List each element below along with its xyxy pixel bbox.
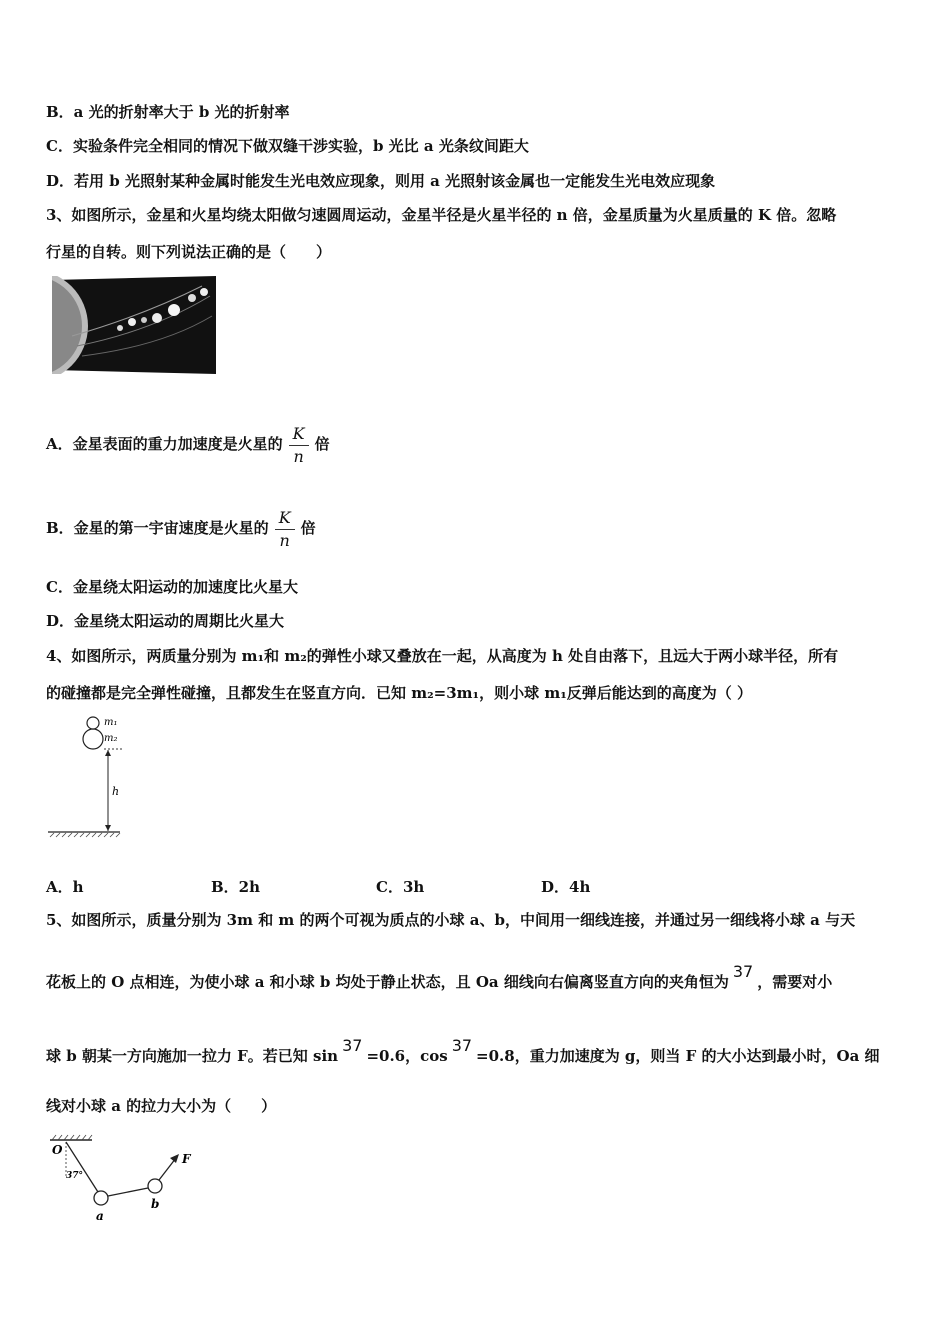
q5-line2-end: ，需要对小 (757, 973, 833, 991)
fraction-denominator: n (293, 446, 304, 466)
q4-option-c: C．3h (376, 878, 425, 896)
q4-option-d: D．4h (541, 878, 591, 896)
q3-option-a (46, 420, 330, 468)
label-m2: m₂ (104, 733, 118, 744)
fraction-numerator: K (289, 423, 309, 446)
q3-option-b-suffix: 倍 (300, 519, 316, 537)
q4-stem-line2: 的碰撞都是完全弹性碰撞，且都发生在竖直方向．已知 m₂=3m₁，则小球 m₁反弹后能达到的高度为（ ） (46, 684, 753, 702)
label-37-degrees: 37° (66, 1171, 84, 1181)
q2-option-c: C．实验条件完全相同的情况下做双缝干涉实验，b 光比 a 光条纹间距大 (46, 137, 529, 155)
q5-line3-mid: =0.6，cos (366, 1047, 448, 1065)
q3-option-a-text: A．金星表面的重力加速度是火星的 (46, 435, 283, 453)
angle-37: 37 (732, 962, 754, 981)
fraction-k-over-n (289, 423, 309, 468)
q5-stem-line2 (46, 962, 833, 992)
label-a: a (96, 1209, 104, 1223)
q3-option-a-suffix: 倍 (314, 435, 330, 453)
label-m1: m₁ (104, 717, 118, 728)
q3-option-b (46, 504, 316, 552)
angle-37-cos: 37 (451, 1036, 473, 1055)
q3-option-c: C．金星绕太阳运动的加速度比火星大 (46, 578, 298, 596)
fraction-denominator: n (279, 530, 290, 550)
q5-line2-text: 花板上的 O 点相连，为使小球 a 和小球 b 均处于静止状态，且 Oa 细线向右偏离竖直方向的夹角恒为 (46, 973, 729, 991)
label-h: h (112, 785, 120, 798)
solar-system-image (52, 276, 216, 374)
label-O: O (52, 1143, 63, 1157)
q4-stem-line1: 4、如图所示，两质量分别为 m₁和 m₂的弹性小球又叠放在一起，从高度为 h 处自由落下，且远大于两小球半径，所有 (46, 647, 839, 665)
q4-option-a: A．h (46, 878, 84, 896)
q2-option-b: B．a 光的折射率大于 b 光的折射率 (46, 103, 290, 121)
q5-line3-text: 球 b 朝某一方向施加一拉力 F。若已知 sin (46, 1047, 339, 1065)
stacked-balls-figure (46, 713, 126, 841)
label-b: b (151, 1197, 160, 1211)
fraction-k-over-n (275, 507, 295, 552)
q3-option-b-text: B．金星的第一宇宙速度是火星的 (46, 519, 269, 537)
q5-stem-line1: 5、如图所示，质量分别为 3m 和 m 的两个可视为质点的小球 a、b，中间用一细线连接，并通过另一细线将小球 a 与天 (46, 911, 856, 929)
q5-stem-line4: 线对小球 a 的拉力大小为（ ） (46, 1097, 277, 1115)
q2-option-d: D．若用 b 光照射某种金属时能发生光电效应现象，则用 a 光照射该金属也一定能发生光电效应现象 (46, 172, 716, 190)
q3-stem-line1: 3、如图所示，金星和火星均绕太阳做匀速圆周运动，金星半径是火星半径的 n 倍，金星质量为火星质量的 K 倍。忽略 (46, 206, 837, 224)
q4-option-b: B．2h (211, 878, 261, 896)
two-ball-string-figure (46, 1134, 206, 1224)
fraction-numerator: K (275, 507, 295, 530)
q5-line3-end: =0.8，重力加速度为 g，则当 F 的大小达到最小时，Oa 细 (476, 1047, 880, 1065)
angle-37-sin: 37 (342, 1036, 363, 1055)
label-F: F (182, 1152, 191, 1166)
q5-stem-line3 (46, 1036, 880, 1066)
q3-option-d: D．金星绕太阳运动的周期比火星大 (46, 612, 285, 630)
q3-stem-line2: 行星的自转。则下列说法正确的是（ ） (46, 243, 332, 261)
